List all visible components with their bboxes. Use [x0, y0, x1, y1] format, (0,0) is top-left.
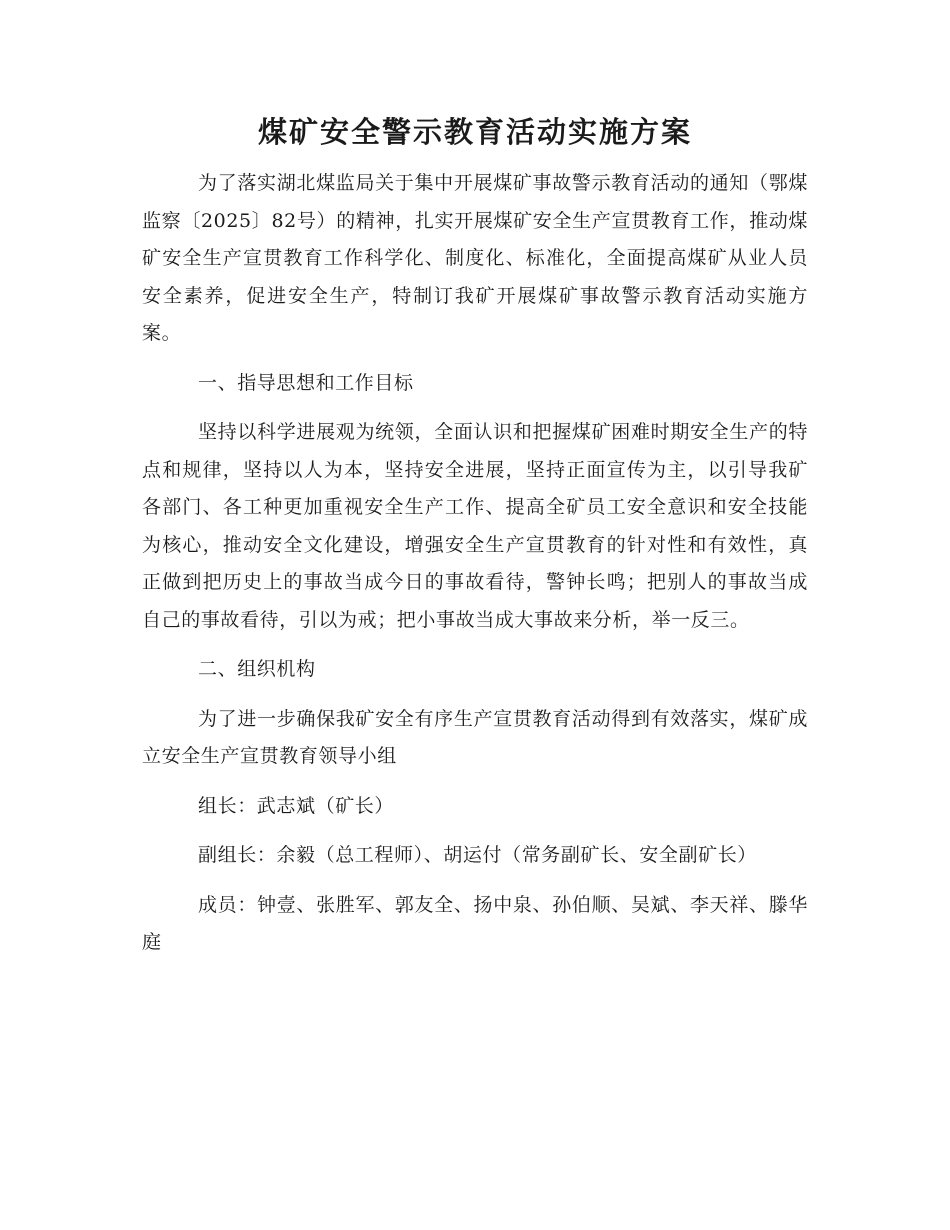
guiding-ideology-paragraph: 坚持以科学进展观为统领，全面认识和把握煤矿困难时期安全生产的特点和规律，坚持以人为本，坚持安全进展，坚持正面宣传为主，以引导我矿各部门、各工种更加重视安全生产工作、提高全矿员工安全意识和安全技能为核心，推动安全文化建设，增强安全生产宣贯教育的针对性和有效性，真正做到把历史上的事故当成今日的事故看待，警钟长鸣；把别人的事故当成自己的事故看待，引以为戒；把小事故当成大事故来分析，举一反三。 — [142, 421, 808, 631]
document-title: 煤矿安全警示教育活动实施方案 — [257, 115, 692, 149]
members-line: 成员：钟壹、张胜军、郭友全、扬中泉、孙伯顺、吴斌、李天祥、滕华庭 — [142, 893, 808, 953]
organization-paragraph: 为了进一步确保我矿安全有序生产宣贯教育活动得到有效落实，煤矿成立安全生产宣贯教育领导小组 — [142, 707, 808, 767]
intro-paragraph: 为了落实湖北煤监局关于集中开展煤矿事故警示教育活动的通知（鄂煤监察〔2025〕82号）的精神，扎实开展煤矿安全生产宣贯教育工作，推动煤矿安全生产宣贯教育工作科学化、制度化、标准化，全面提高煤矿从业人员安全素养，促进安全生产，特制订我矿开展煤矿事故警示教育活动实施方案。 — [142, 172, 808, 344]
section-heading-organization: 二、组织机构 — [198, 658, 316, 680]
deputy-leader-line: 副组长：余毅（总工程师）、胡运付（常务副矿长、安全副矿长） — [198, 844, 757, 866]
section-heading-guiding-ideology: 一、指导思想和工作目标 — [198, 371, 414, 394]
team-leader-line: 组长：武志斌（矿长） — [198, 794, 395, 817]
document-body — [142, 165, 808, 962]
